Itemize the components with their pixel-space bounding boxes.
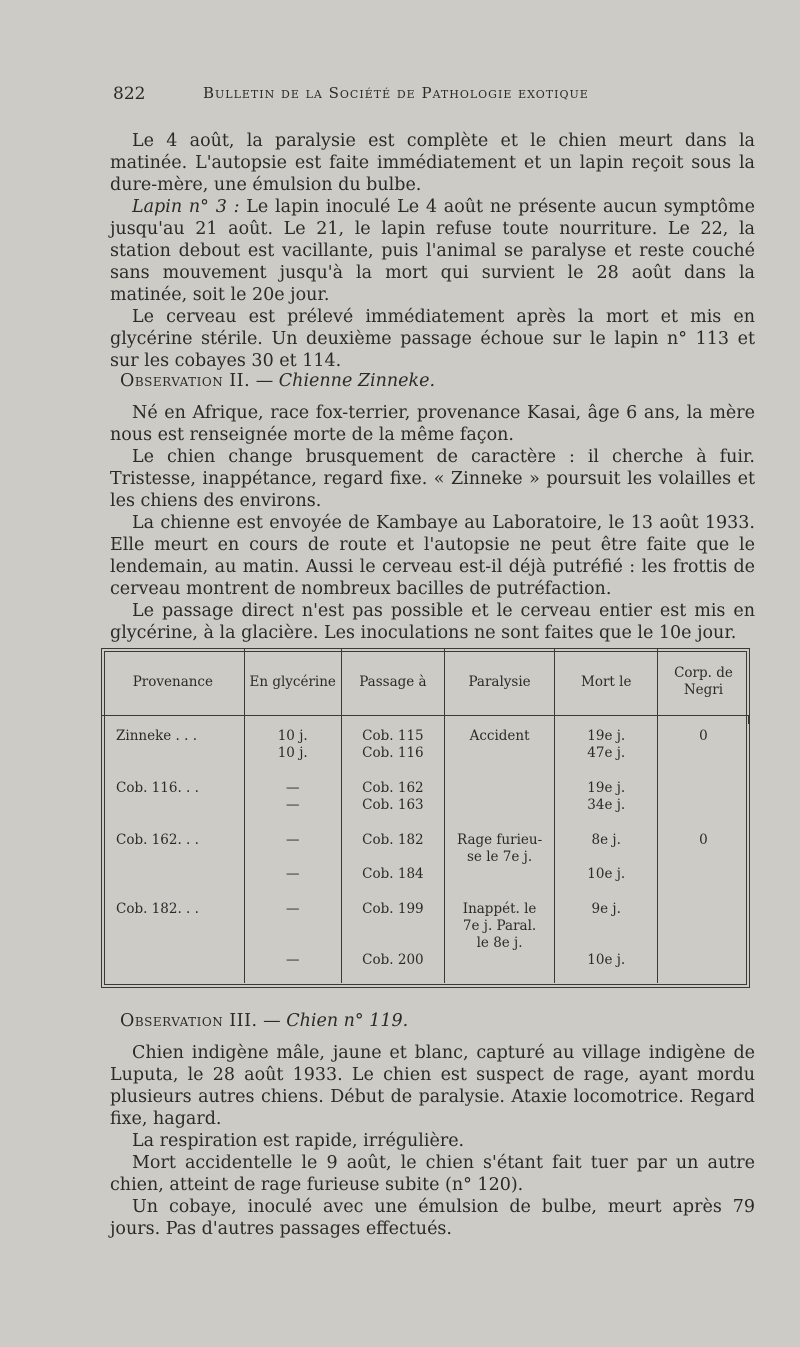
cell: Inappét. le 7e j. Paral. le 8e j. [445, 897, 555, 983]
table-row [102, 724, 749, 776]
paragraph: Le chien change brusquement de caractère : il cherche à fuir. Tristesse, inappétance, regard fixe. « Zinneke » poursuit les volailles et les chiens des environs. [110, 447, 755, 511]
cell: 0 [699, 728, 708, 744]
obs2-title: Chienne Zinneke. [278, 371, 436, 391]
cell: Cob. 182. . . [102, 897, 244, 983]
cell: 8e j. 10e j. [555, 828, 658, 897]
paragraph: Le 4 août, la paralysie est complète et le chien meurt dans la matinée. L'autopsie est faite immédiatement et un lapin reçoit sous la dure-mère, une émulsion du bulbe. [110, 131, 755, 195]
paragraph: La chienne est envoyée de Kambaye au Laboratoire, le 13 août 1933. Elle meurt en cours de route et l'autopsie ne peut être faite que le lendemain, au matin. Aussi le cerveau est-il déjà putréfié : les frottis de cerveau montrent de nombreux bacilles de putréfaction. [110, 513, 755, 599]
table-row [102, 897, 749, 983]
cell: — — [244, 828, 341, 897]
col-header: Corp. de Negri [674, 665, 733, 698]
paragraph-lapin [110, 196, 755, 306]
col-header: Paralysie [445, 649, 555, 716]
page-number: 822 [113, 84, 146, 104]
page-header [113, 84, 753, 108]
cell: — — [244, 776, 341, 828]
obs2-label: Observation II. [120, 371, 251, 391]
cell [445, 776, 555, 828]
cell: Cob. 162 Cob. 163 [341, 776, 444, 828]
lapin-text: Le 4 août ne présente aucun symptôme jusqu'au 21 août. Le 21, le lapin refuse toute nourriture. Le 22, la station debout est vacillante, puis l'animal se paralyse et reste couché sans mouvement jusqu'à la mort qui survient le 28 août dans la matinée, soit le 20e jour. [110, 197, 755, 305]
table-row [102, 776, 749, 828]
observation-2 [110, 370, 755, 644]
cell: Cob. 182 Cob. 184 [341, 828, 444, 897]
paragraph: Chien indigène mâle, jaune et blanc, capturé au village indigène de Luputa, le 28 août 1933. Le chien est suspect de rage, ayant mordu plusieurs autres chiens. Début de paralysie. Ataxie locomotrice. Regard fixe, hagard. [110, 1043, 755, 1129]
col-header: Provenance [102, 649, 244, 716]
cell: Rage furieu- se le 7e j. [445, 828, 555, 897]
cell: Zinneke . . . [102, 724, 244, 776]
running-title: Bulletin de la Société de Pathologie exotique [203, 84, 589, 102]
obs3-title: Chien n° 119. [286, 1011, 409, 1031]
cell: — — [244, 897, 341, 983]
section-heading: Observation III. — Chien n° 119. [120, 1011, 409, 1031]
paragraph: Mort accidentelle le 9 août, le chien s'étant fait tuer par un autre chien, atteint de rage furieuse subite (n° 120). [110, 1153, 755, 1195]
cell [658, 897, 749, 983]
cell: 0 [699, 832, 708, 848]
lapin-label: Lapin n° 3 : [132, 197, 240, 217]
cell: 9e j. 10e j. [555, 897, 658, 983]
col-header: Mort le [555, 649, 658, 716]
lapin-inocule: Le lapin inoculé [246, 197, 391, 217]
col-header: En glycérine [244, 649, 341, 716]
paragraph: Le cerveau est prélevé immédiatement après la mort et mis en glycérine stérile. Un deuxième passage échoue sur le lapin n° 113 et sur les cobayes 30 et 114. [110, 307, 755, 371]
cell: Cob. 116. . . [102, 776, 244, 828]
cell: Cob. 115 Cob. 116 [341, 724, 444, 776]
paragraph: Un cobaye, inoculé avec une émulsion de bulbe, meurt après 79 jours. Pas d'autres passages effectués. [110, 1197, 755, 1239]
cell: Accident [445, 724, 555, 776]
cell: 10 j. 10 j. [244, 724, 341, 776]
cell: 19e j. 34e j. [555, 776, 658, 828]
table-row [102, 828, 749, 897]
results-table [101, 648, 750, 988]
section-heading: Observation II. — Chienne Zinneke. [120, 371, 436, 391]
paragraph: Né en Afrique, race fox-terrier, provenance Kasai, âge 6 ans, la mère nous est renseignée morte de la même façon. [110, 403, 755, 445]
paragraph: Le passage direct n'est pas possible et le cerveau entier est mis en glycérine, à la glacière. Les inoculations ne sont faites que le 10e jour. [110, 601, 755, 643]
col-header: Passage à [341, 649, 444, 716]
cell: Cob. 199 Cob. 200 [341, 897, 444, 983]
cell [658, 776, 749, 828]
obs3-label: Observation III. [120, 1011, 258, 1031]
cell: 19e j. 47e j. [555, 724, 658, 776]
top-section [110, 130, 755, 372]
cell: Cob. 162. . . [102, 828, 244, 897]
paragraph: La respiration est rapide, irrégulière. [132, 1131, 465, 1151]
observation-3 [110, 1010, 755, 1240]
